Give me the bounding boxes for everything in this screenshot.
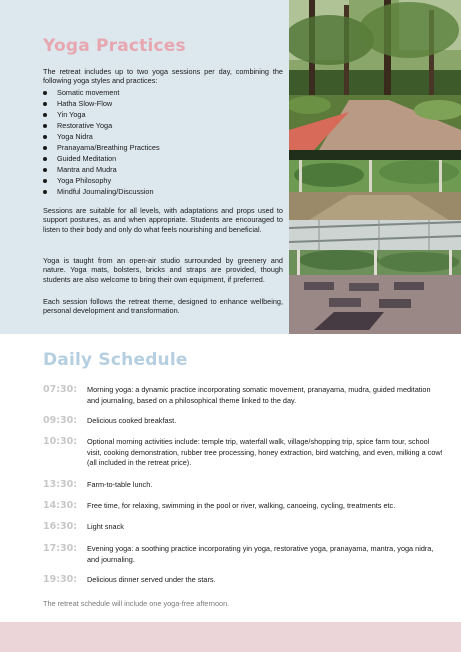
practice-item: Restorative Yoga <box>43 120 283 131</box>
studio-paragraph: Yoga is taught from an open-air studio surrounded by greenery and nature. Yoga mats, bolsters, bricks and straps are provided, though students are also welcome to bring their own equipment, if preferred. <box>43 256 283 284</box>
theme-paragraph: Each session follows the retreat theme, designed to enhance wellbeing, personal development and transformation. <box>43 297 283 316</box>
practice-item: Yoga Nidra <box>43 131 283 142</box>
bullet-icon <box>43 91 47 95</box>
schedule-time: 17:30: <box>43 543 78 554</box>
practice-item: Yoga Philosophy <box>43 175 283 186</box>
photo-column <box>289 0 461 334</box>
schedule-footnote: The retreat schedule will include one yoga-free afternoon. <box>43 599 230 608</box>
schedule-description: Farm-to-table lunch. <box>87 480 153 489</box>
yoga-practices-title: Yoga Practices <box>43 36 186 56</box>
schedule-description: Morning yoga: a dynamic practice incorporating somatic movement, pranayama, mudra, guided meditation and journaling, based on a philosophical theme linked to the day. <box>87 385 431 405</box>
bullet-icon <box>43 124 47 128</box>
yoga-practices-list <box>43 87 283 197</box>
schedule-description: Light snack <box>87 522 124 531</box>
bullet-icon <box>43 135 47 139</box>
bullet-icon <box>43 168 47 172</box>
bullet-icon <box>43 190 47 194</box>
yoga-practices-panel <box>0 0 289 334</box>
levels-paragraph: Sessions are suitable for all levels, with adaptations and props used to support postures, as and when appropriate. Students are encouraged to listen to their body and only do what feels nourishing and beneficial. <box>43 206 283 234</box>
schedule-time: 13:30: <box>43 479 78 490</box>
practice-item: Mantra and Mudra <box>43 164 283 175</box>
schedule-description: Delicious cooked breakfast. <box>87 416 177 425</box>
schedule-description: Delicious dinner served under the stars. <box>87 575 216 584</box>
bullet-icon <box>43 113 47 117</box>
bullet-icon <box>43 179 47 183</box>
practice-item: Guided Meditation <box>43 153 283 164</box>
schedule-description: Free time, for relaxing, swimming in the pool or river, walking, canoeing, cycling, treatments etc. <box>87 501 396 510</box>
practice-item: Yin Yoga <box>43 109 283 120</box>
bullet-icon <box>43 146 47 150</box>
bullet-icon <box>43 102 47 106</box>
bullet-icon <box>43 157 47 161</box>
schedule-description: Evening yoga: a soothing practice incorporating yin yoga, restorative yoga, pranayama, mantra, yoga nidra, and journaling. <box>87 544 434 564</box>
practice-item: Hatha Slow-Flow <box>43 98 283 109</box>
footer-bar <box>0 622 461 652</box>
schedule-time: 10:30: <box>43 436 78 447</box>
schedule-time: 14:30: <box>43 500 78 511</box>
open-air-studio-photo <box>289 150 461 220</box>
garden-path-photo <box>289 0 461 150</box>
schedule-time: 09:30: <box>43 415 78 426</box>
daily-schedule-title: Daily Schedule <box>43 350 188 370</box>
practice-item: Somatic movement <box>43 87 283 98</box>
schedule-time: 16:30: <box>43 521 78 532</box>
practice-item: Mindful Journaling/Discussion <box>43 186 283 197</box>
schedule-time: 07:30: <box>43 384 78 395</box>
yoga-pavilion-photo <box>289 220 461 334</box>
schedule-description: Optional morning activities include: temple trip, waterfall walk, village/shopping trip, spice farm tour, school visit, cooking demonstration, rubber tree processing, honey extraction, bird watching, and even, milking a cow! (all included in the retreat price). <box>87 437 443 467</box>
schedule-time: 19:30: <box>43 574 78 585</box>
yoga-intro-text: The retreat includes up to two yoga sessions per day, combining the following yoga styles and practices: <box>43 67 283 86</box>
practice-item: Pranayama/Breathing Practices <box>43 142 283 153</box>
